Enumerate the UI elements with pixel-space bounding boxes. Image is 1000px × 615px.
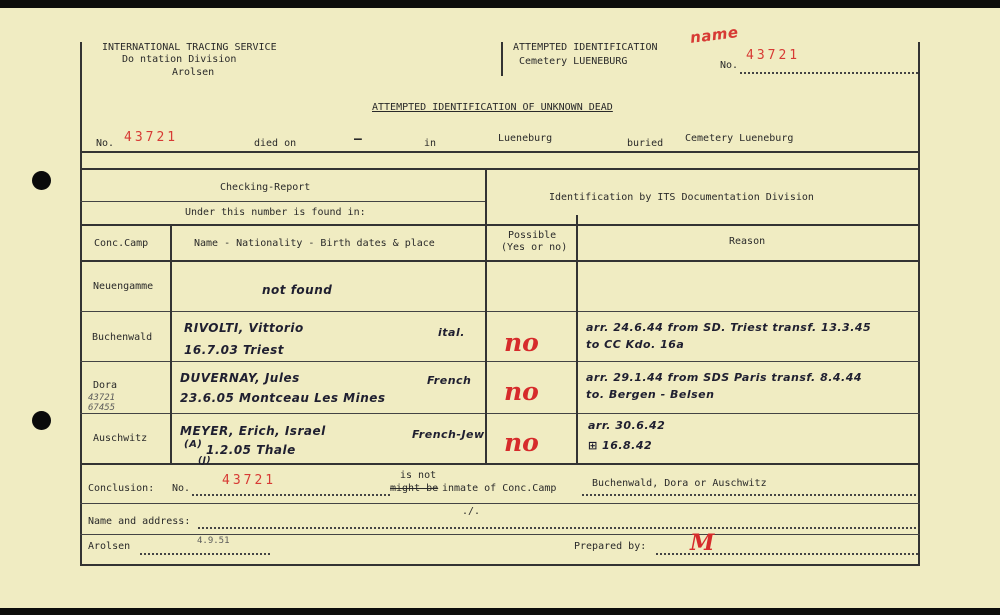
row3-birth: 23.6.05 Montceau Les Mines (180, 391, 386, 405)
col-divider-possible (576, 215, 578, 463)
row3-camp: Dora (93, 380, 118, 391)
header-no-dots (740, 72, 918, 74)
name-address-value: ./. (462, 506, 481, 517)
col-header-possible-2: (Yes or no) (501, 242, 568, 253)
row4-annotation-a: (A) (184, 439, 203, 450)
header-no-label: No. (720, 60, 739, 71)
row3-possible: no (504, 377, 539, 406)
prepared-by-label: Prepared by: (574, 541, 647, 552)
index-card (0, 8, 1000, 608)
col-divider-mid (485, 168, 487, 463)
row1-camp: Neuengamme (93, 281, 154, 292)
info-no-label: No. (96, 138, 115, 149)
form-title: ATTEMPTED IDENTIFICATION OF UNKNOWN DEAD (372, 102, 613, 113)
conclusion-label: Conclusion: (88, 483, 155, 494)
name-address-label: Name and address: (88, 516, 191, 527)
frame-left (80, 42, 82, 566)
rule-colheads-bottom (80, 260, 920, 262)
died-on-value: — (354, 132, 362, 147)
org-line1: INTERNATIONAL TRACING SERVICE (102, 42, 277, 53)
header-no-value: 43721 (746, 48, 801, 63)
org-line2: Do ntation Division (122, 54, 237, 65)
conclusion-no-label: No. (172, 483, 191, 494)
col-header-possible-1: Possible (508, 230, 557, 241)
rule-row3 (80, 413, 920, 414)
died-on-label: died on (254, 138, 297, 149)
rule-conclusion-bottom (80, 503, 920, 504)
row2-reason-line2: to CC Kdo. 16a (586, 338, 685, 351)
conclusion-inmate-text: inmate of Conc.Camp (442, 483, 557, 494)
in-label: in (424, 138, 437, 149)
conclusion-might-be: might be (390, 483, 439, 494)
punch-hole-top (32, 171, 51, 190)
checking-subtitle: Under this number is found in: (185, 207, 366, 218)
conclusion-camps-dots (582, 494, 916, 496)
row2-camp: Buchenwald (92, 332, 153, 343)
col-header-reason: Reason (729, 236, 766, 247)
name-address-dots (198, 527, 916, 529)
row3-nationality: French (427, 374, 472, 387)
frame-bottom (80, 564, 920, 566)
footer-place: Arolsen (88, 541, 131, 552)
punch-hole-bottom (32, 411, 51, 430)
table-top (80, 168, 920, 170)
row3-reason-line2: to. Bergen - Belsen (586, 388, 715, 401)
row4-camp: Auschwitz (93, 433, 148, 444)
in-value: Lueneburg (498, 133, 553, 144)
row3-reason-line1: arr. 29.1.44 from SDS Paris transf. 8.4.44 (586, 371, 863, 384)
row2-possible: no (504, 328, 539, 357)
info-no-value: 43721 (124, 130, 179, 145)
buried-label: buried (627, 138, 664, 149)
rule-row2 (80, 361, 920, 362)
frame-mid-top (501, 42, 503, 76)
rule-left-sub (80, 201, 486, 202)
rule-info-bottom (80, 151, 920, 153)
row2-nationality: ital. (438, 326, 465, 339)
header-handwritten-note: name (689, 23, 740, 47)
rule-row1 (80, 311, 920, 312)
frame-right (918, 42, 920, 566)
checking-title: Checking-Report (220, 182, 311, 193)
row4-reason-line1: arr. 30.6.42 (588, 419, 666, 432)
footer-date-dots (140, 553, 270, 555)
col-header-name: Name - Nationality - Birth dates & place (194, 238, 435, 249)
prepared-by-value: M (690, 530, 715, 556)
footer-date: 4.9.51 (197, 536, 230, 546)
conclusion-camps: Buchenwald, Dora or Auschwitz (592, 478, 767, 489)
form-type: ATTEMPTED IDENTIFICATION (513, 42, 658, 53)
org-line3: Arolsen (172, 67, 215, 78)
row4-possible: no (504, 428, 539, 457)
row4-birth: 1.2.05 Thale (206, 443, 296, 457)
row4-name: MEYER, Erich, Israel (180, 424, 326, 438)
row4-nationality: French-Jew (412, 428, 485, 441)
col-divider-camp (170, 224, 172, 463)
rule-colheads-top (80, 224, 920, 226)
row1-name: not found (262, 283, 333, 297)
conclusion-is-not: is not (400, 470, 437, 481)
conclusion-no-dots (192, 494, 390, 496)
identification-title: Identification by ITS Documentation Division (549, 192, 814, 203)
col-header-camp: Conc.Camp (94, 238, 149, 249)
row3-camp-numbers: 43721 67455 (88, 393, 116, 413)
row2-birth: 16.7.03 Triest (184, 343, 284, 357)
row3-name: DUVERNAY, Jules (180, 371, 300, 385)
conclusion-no-value: 43721 (222, 473, 277, 488)
row4-annotation-b: (J) (198, 456, 212, 466)
row4-reason-line2: ⊞ 16.8.42 (588, 439, 653, 452)
buried-value: Cemetery Lueneburg (685, 133, 794, 144)
row2-reason-line1: arr. 24.6.44 from SD. Triest transf. 13.3.45 (586, 321, 872, 334)
row2-name: RIVOLTI, Vittorio (184, 321, 304, 335)
cemetery-label: Cemetery LUENEBURG (519, 56, 628, 67)
